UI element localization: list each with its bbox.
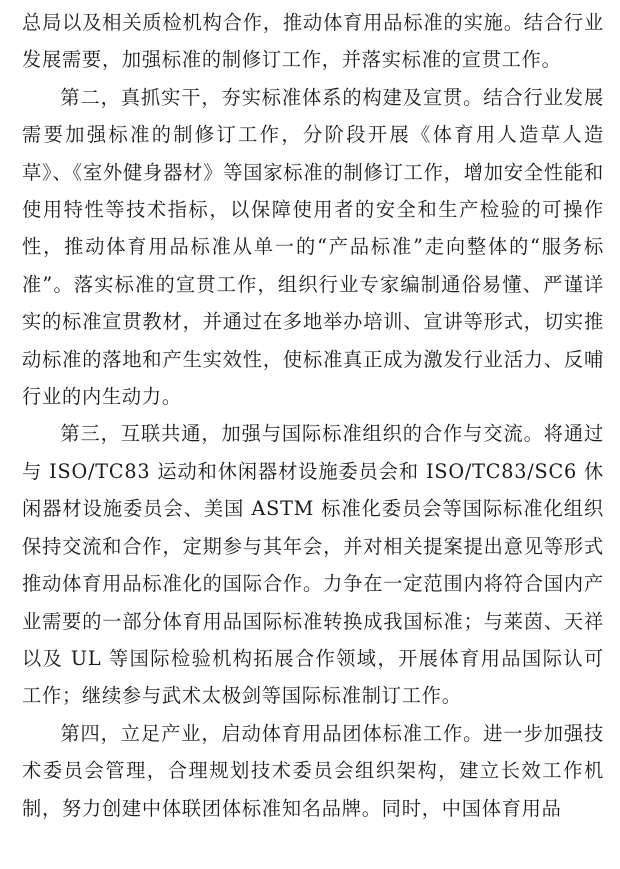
paragraph-point-2: 第二，真抓实干，夯实标准体系的构建及宣贯。结合行业发展需要加强标准的制修订工作，分阶段开展《体育用人造草人造草》、《室外健身器材》等国家标准的制修订工作，增加安全性能和使用特性等技术指标，以保障使用者的安全和生产检验的可操作性，推动体育用品标准从单一的“产品标准”走向整体的“服务标准”。落实标准的宣贯工作，组织行业专家编制通俗易懂、严谨详实的标准宣贯教材，并通过在多地举办培训、宣讲等形式，切实推动标准的落地和产生实效性，使标准真正成为激发行业活力、反哺行业的内生动力。 <box>22 85 604 409</box>
paragraph-point-4: 第四，立足产业，启动体育用品团体标准工作。进一步加强技术委员会管理，合理规划技术委员会组织架构，建立长效工作机制，努力创建中体联团体标准知名品牌。同时，中国体育用品 <box>22 721 604 820</box>
document-page <box>22 4 604 827</box>
paragraph-point-3: 第三，互联共通，加强与国际标准组织的合作与交流。将通过与 ISO/TC83 运动和休闲器材设施委员会和 ISO/TC83/SC6 休闲器材设施委员会、美国 ASTM 标准化委员会等国际标准化组织保持交流和合作，定期参与其年会，并对相关提案提出意见等形式推动体育用品标准化的国际合作。力争在一定范围内将符合国内产业需要的一部分体育用品国际标准转换成我国标准；与莱茵、天祥以及 UL 等国际检验机构拓展合作领域，开展体育用品国际认可工作；继续参与武术太极剑等国际标准制订工作。 <box>22 422 604 708</box>
paragraph-intro-tail: 总局以及相关质检机构合作，推动体育用品标准的实施。结合行业发展需要，加强标准的制修订工作，并落实标准的宣贯工作。 <box>22 11 604 72</box>
